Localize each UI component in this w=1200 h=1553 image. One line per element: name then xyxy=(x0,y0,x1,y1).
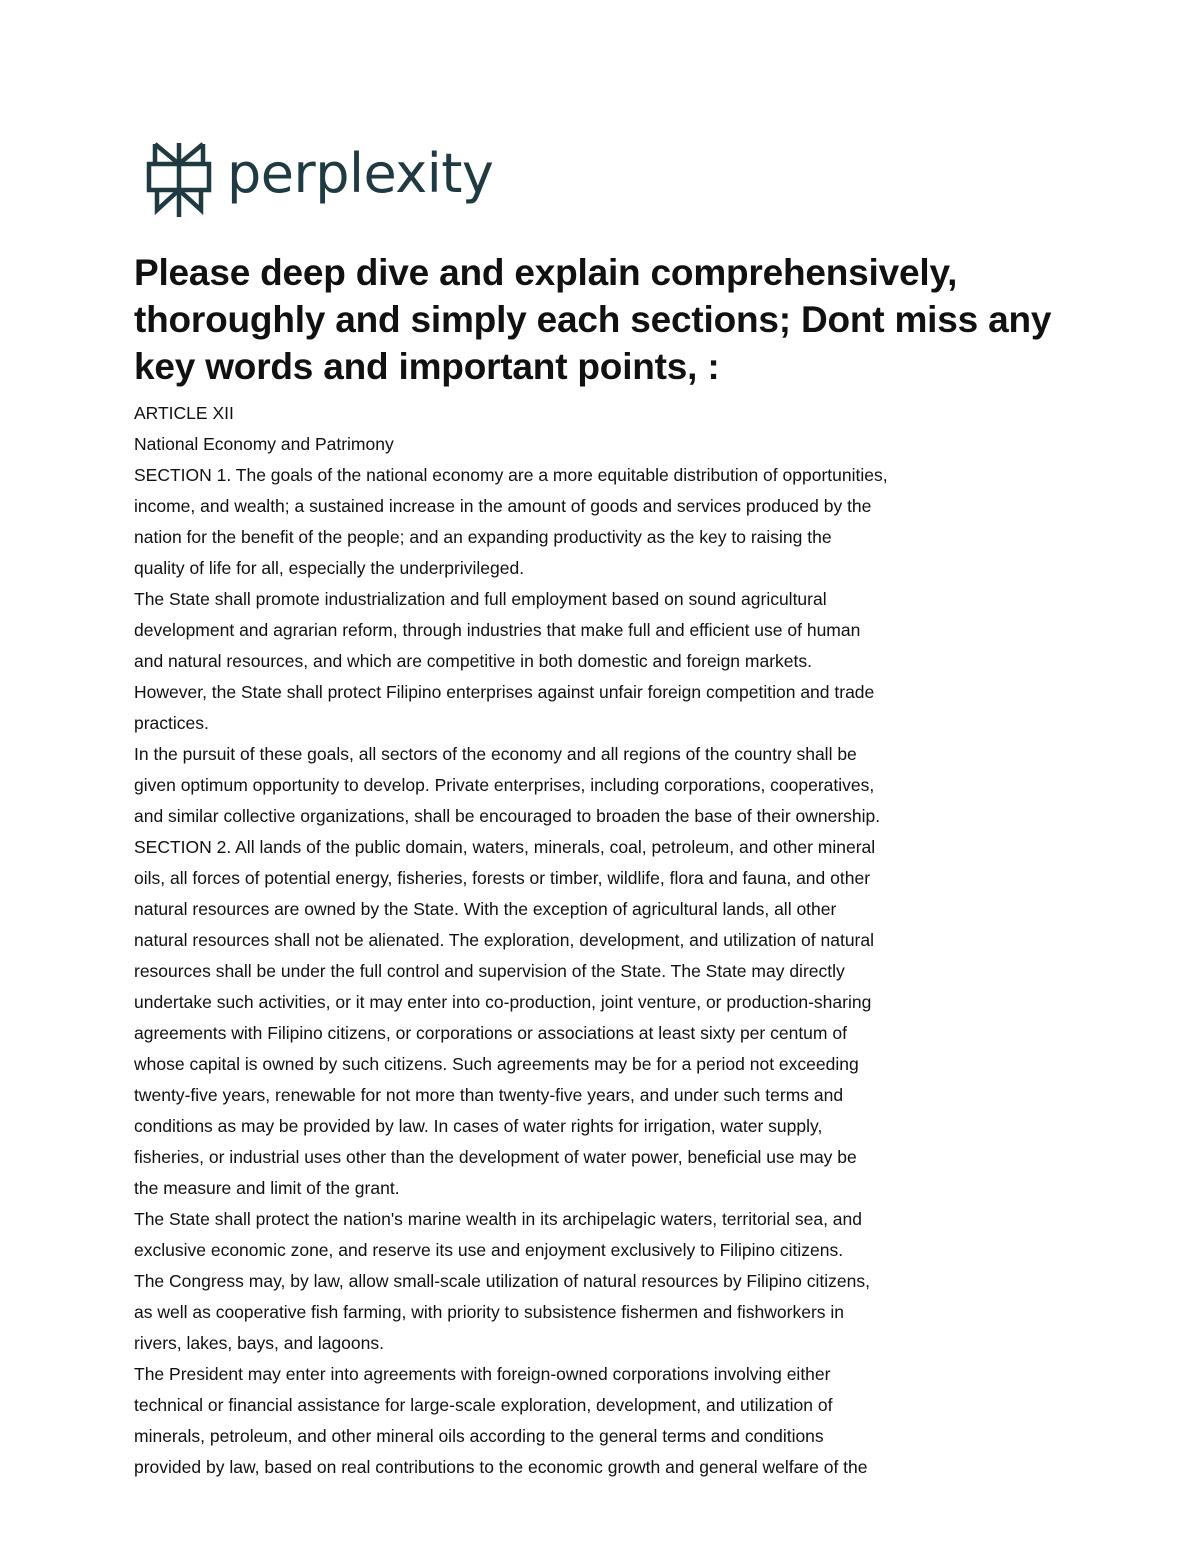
text-line: and similar collective organizations, shall be encouraged to broaden the base of their ownership. xyxy=(134,806,881,826)
text-line: technical or financial assistance for large-scale exploration, development, and utilization of xyxy=(134,1395,833,1415)
text-line: provided by law, based on real contributions to the economic growth and general welfare of the xyxy=(134,1457,868,1477)
perplexity-logo-icon xyxy=(145,140,213,220)
perplexity-logo xyxy=(145,140,493,220)
text-line: quality of life for all, especially the underprivileged. xyxy=(134,558,525,578)
text-line: However, the State shall protect Filipino enterprises against unfair foreign competition and trade xyxy=(134,682,875,702)
text-line: twenty-five years, renewable for not more than twenty-five years, and under such terms and xyxy=(134,1085,844,1105)
text-line: practices. xyxy=(134,713,209,733)
text-line: The State shall protect the nation's marine wealth in its archipelagic waters, territorial sea, and xyxy=(134,1209,863,1229)
text-line: rivers, lakes, bays, and lagoons. xyxy=(134,1333,384,1353)
text-line: fisheries, or industrial uses other than the development of water power, beneficial use may be xyxy=(134,1147,857,1167)
page-title: Please deep dive and explain comprehensively, thoroughly and simply each sections; Dont miss any key words and important points, : xyxy=(134,252,1052,387)
text-line: SECTION 2. All lands of the public domain, waters, minerals, coal, petroleum, and other mineral xyxy=(134,837,876,857)
text-line: conditions as may be provided by law. In cases of water rights for irrigation, water supply, xyxy=(134,1116,823,1136)
text-line: as well as cooperative fish farming, with priority to subsistence fishermen and fishworkers in xyxy=(134,1302,845,1322)
text-line: National Economy and Patrimony xyxy=(134,434,394,454)
text-line: exclusive economic zone, and reserve its use and enjoyment exclusively to Filipino citizens. xyxy=(134,1240,844,1260)
text-line: nation for the benefit of the people; and an expanding productivity as the key to raising the xyxy=(134,527,832,547)
text-line: development and agrarian reform, through industries that make full and efficient use of human xyxy=(134,620,861,640)
text-line: natural resources are owned by the State. With the exception of agricultural lands, all other xyxy=(134,899,837,919)
text-line: whose capital is owned by such citizens. Such agreements may be for a period not exceeding xyxy=(134,1054,859,1074)
text-line: The Congress may, by law, allow small-scale utilization of natural resources by Filipino citizens, xyxy=(134,1271,870,1291)
text-line: the measure and limit of the grant. xyxy=(134,1178,400,1198)
logo-wordmark: perplexity xyxy=(227,142,494,205)
text-line: ARTICLE XII xyxy=(134,403,234,423)
text-line: undertake such activities, or it may enter into co-production, joint venture, or production-sharing xyxy=(134,992,872,1012)
text-line: In the pursuit of these goals, all sectors of the economy and all regions of the country shall be xyxy=(134,744,857,764)
text-line: The State shall promote industrialization and full employment based on sound agricultural xyxy=(134,589,827,609)
text-line: SECTION 1. The goals of the national economy are a more equitable distribution of opportunities, xyxy=(134,465,888,485)
text-line: income, and wealth; a sustained increase in the amount of goods and services produced by the xyxy=(134,496,872,516)
text-line: agreements with Filipino citizens, or corporations or associations at least sixty per centum of xyxy=(134,1023,847,1043)
text-line: natural resources shall not be alienated. The exploration, development, and utilization of natural xyxy=(134,930,875,950)
document-body xyxy=(134,398,1074,1483)
text-line: given optimum opportunity to develop. Private enterprises, including corporations, cooperatives, xyxy=(134,775,875,795)
text-line: The President may enter into agreements with foreign-owned corporations involving either xyxy=(134,1364,831,1384)
text-line: and natural resources, and which are competitive in both domestic and foreign markets. xyxy=(134,651,812,671)
text-line: oils, all forces of potential energy, fisheries, forests or timber, wildlife, flora and fauna, and other xyxy=(134,868,871,888)
text-line: resources shall be under the full control and supervision of the State. The State may directly xyxy=(134,961,845,981)
text-line: minerals, petroleum, and other mineral oils according to the general terms and conditions xyxy=(134,1426,824,1446)
